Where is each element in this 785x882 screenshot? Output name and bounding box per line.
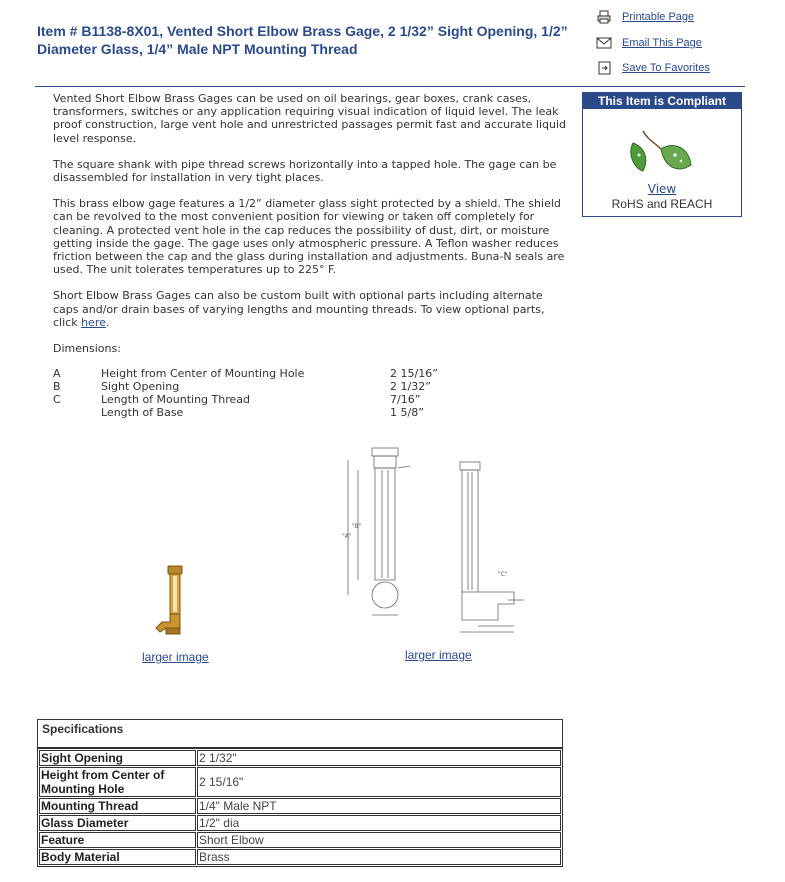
spec-value: 1/4" Male NPT — [197, 798, 561, 814]
table-row — [39, 767, 561, 797]
spec-value: 2 15/16" — [197, 767, 561, 797]
dimensions-list — [53, 367, 473, 419]
table-row — [39, 798, 561, 814]
specifications-grid — [38, 749, 562, 866]
dimensions-heading: Dimensions: — [53, 342, 121, 356]
dimension-label: Sight Opening — [101, 380, 180, 393]
custom-parts-text: Short Elbow Brass Gages can also be custom built with optional parts including alternate caps and/or drain bases of varying lengths and mounting threads. To view optional parts, click — [53, 289, 545, 329]
drawing-label-c: "C" — [498, 571, 508, 578]
dimension-row — [53, 380, 473, 393]
larger-image-2 — [405, 648, 472, 662]
dimension-letter: B — [53, 380, 61, 393]
dimension-row — [53, 406, 473, 419]
email-page-link[interactable]: Email This Page — [622, 37, 702, 49]
dimension-letter: C — [53, 393, 61, 406]
dimension-value: 2 1/32” — [390, 380, 431, 393]
specifications-table — [37, 719, 563, 867]
printable-page-link[interactable]: Printable Page — [622, 11, 695, 23]
dimension-letter: A — [53, 367, 61, 380]
product-description — [53, 92, 568, 368]
drawing-label-a: "A" — [342, 533, 352, 540]
larger-image-link[interactable]: larger image — [142, 650, 209, 664]
technical-drawing[interactable] — [338, 440, 538, 640]
spec-value: 2 1/32" — [197, 750, 561, 766]
save-favorites-link[interactable]: Save To Favorites — [622, 62, 710, 74]
dimension-label: Length of Base — [101, 406, 184, 419]
leaf-icon — [625, 129, 695, 179]
compliance-view — [583, 182, 741, 196]
printer-icon — [596, 9, 612, 25]
drawing-cap — [372, 448, 398, 456]
dimension-row — [53, 393, 473, 406]
dimension-value: 1 5/8” — [390, 406, 424, 419]
period: . — [105, 315, 110, 329]
compliance-view-link[interactable]: View — [647, 182, 677, 196]
product-title: Item # B1138-8X01, Vented Short Elbow Brass Gage, 2 1/32” Sight Opening, 1/2” Diameter Glass, 1/4” Male NPT Mounting Thread — [37, 23, 568, 57]
dimension-value: 7/16” — [390, 393, 421, 406]
table-row — [39, 815, 561, 831]
dimension-value: 2 15/16” — [390, 367, 438, 380]
dimension-label: Height from Center of Mounting Hole — [101, 367, 305, 380]
larger-image-link[interactable]: larger image — [405, 648, 472, 662]
compliance-box — [582, 92, 742, 217]
spec-label: Glass Diameter — [39, 815, 196, 831]
larger-image-1 — [142, 650, 209, 664]
product-photo[interactable] — [152, 562, 192, 642]
spec-label: Feature — [39, 832, 196, 848]
table-row — [39, 750, 561, 766]
spec-label: Height from Center of Mounting Hole — [39, 767, 196, 797]
save-favorites-tool[interactable] — [596, 59, 710, 77]
dimension-row — [53, 367, 473, 380]
spec-label: Mounting Thread — [39, 798, 196, 814]
optional-parts-link[interactable]: here — [81, 315, 106, 329]
dimension-label: Length of Mounting Thread — [101, 393, 250, 406]
compliance-heading: This Item is Compliant — [583, 93, 741, 109]
spec-label: Body Material — [39, 849, 196, 865]
title-divider — [35, 86, 745, 87]
compliance-text: RoHS and REACH — [611, 197, 713, 211]
table-row — [39, 849, 561, 865]
drawing-label-b: "B" — [352, 523, 362, 530]
favorite-add-icon — [596, 60, 612, 76]
description-paragraph: This brass elbow gage features a 1/2” diameter glass sight protected by a shield. The shield can be revolved to the most convenient position for viewing or taken off completely for cleaning. A protected vent hole in the cap reduces the possibility of dust, dirt, or moisture getting inside the gage. The gage uses only atmospheric pressure. A Teflon washer reduces friction between the cap and the glass during installation and adjustments. Buna-N seals are used. The unit tolerates temperatures up to 225° F. — [53, 197, 565, 277]
printable-page-tool[interactable] — [596, 8, 694, 26]
email-page-tool[interactable] — [596, 34, 702, 52]
description-paragraph: The square shank with pipe thread screws horizontally into a tapped hole. The gage can be disassembled for installation in very tight places. — [53, 157, 557, 185]
table-row — [39, 832, 561, 848]
spec-value: Brass — [197, 849, 561, 865]
spec-label: Sight Opening — [39, 750, 196, 766]
spec-value: Short Elbow — [197, 832, 561, 848]
spec-value: 1/2" dia — [197, 815, 561, 831]
description-paragraph — [53, 289, 568, 329]
specifications-title: Specifications — [38, 720, 562, 749]
description-paragraph: Vented Short Elbow Brass Gages can be used on oil bearings, gear boxes, crank cases, transformers, switches or any application requiring visual indication of liquid level. The leak proof construction, large vent hole and unrestricted passages permit fast and accurate liquid level response. — [53, 92, 567, 145]
envelope-icon — [596, 35, 612, 51]
